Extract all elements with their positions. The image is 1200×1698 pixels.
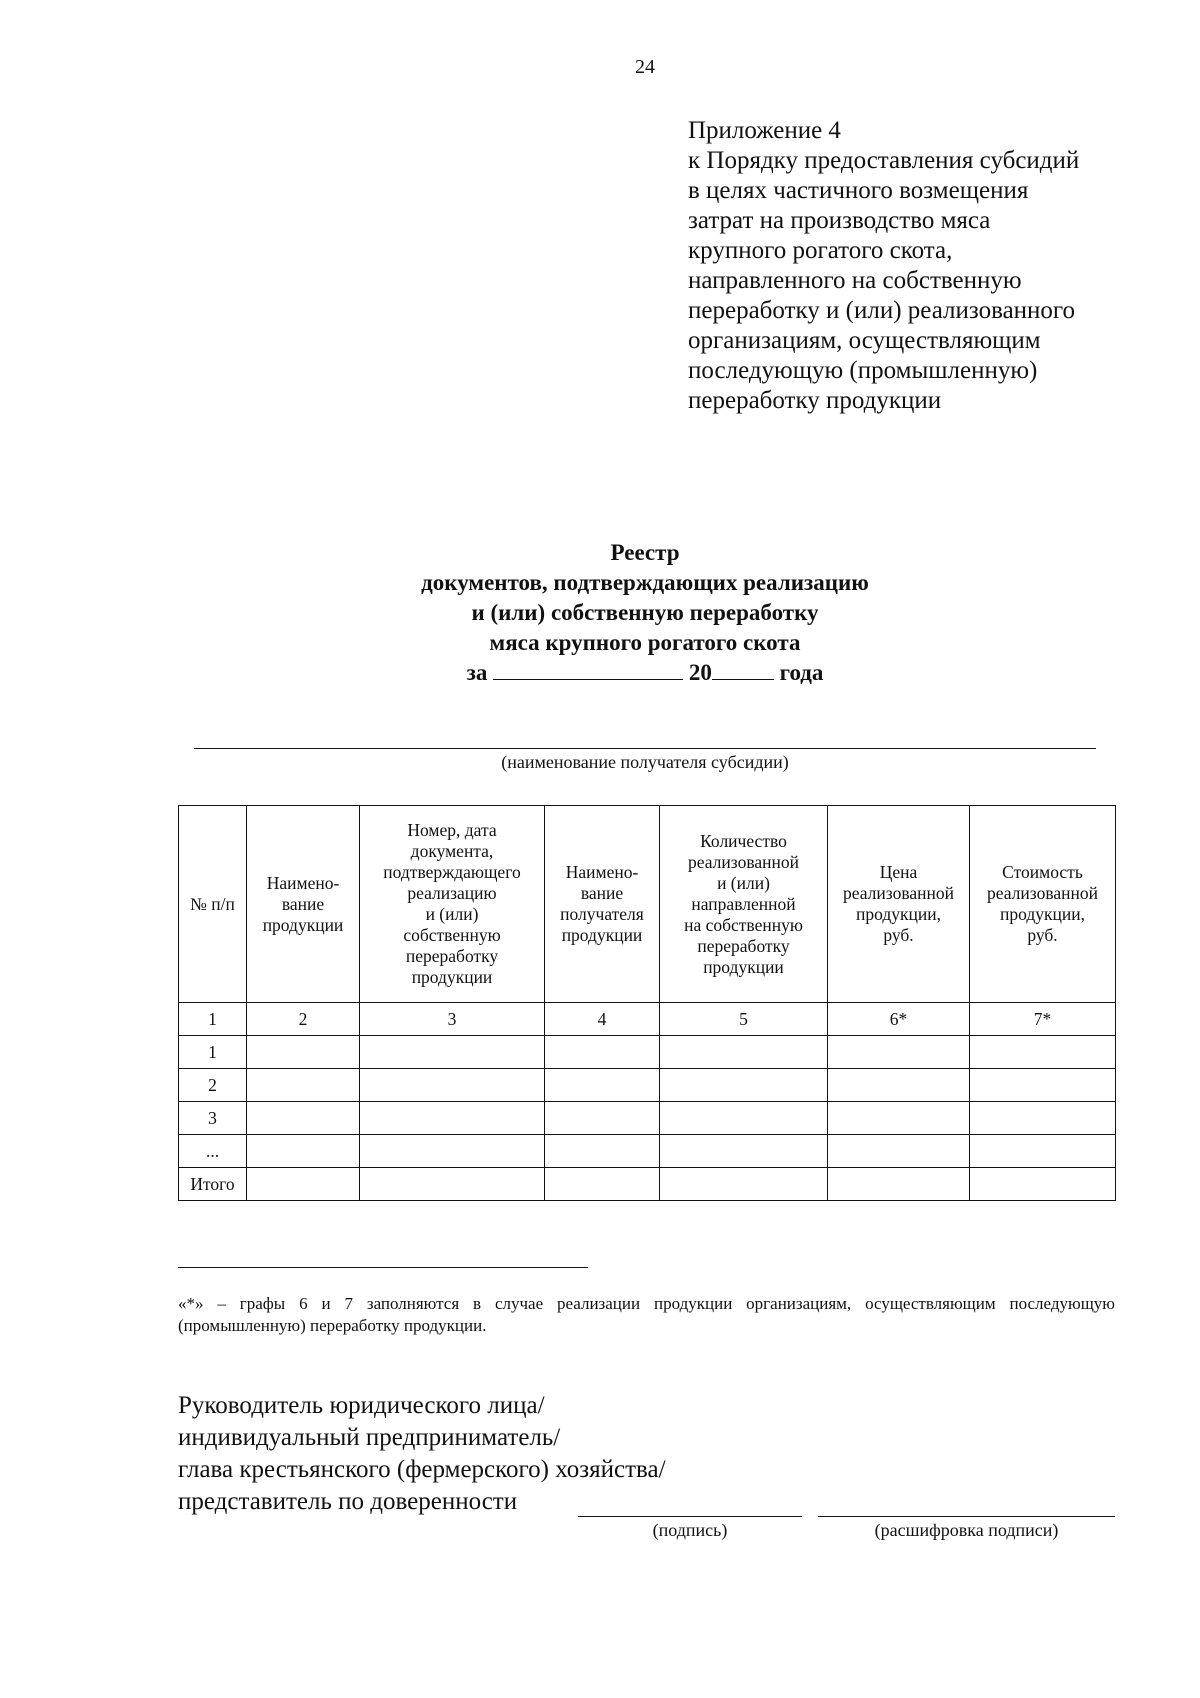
table-cell [545,1168,660,1201]
row-label: 2 [179,1069,247,1102]
title-year-prefix: 20 [688,660,712,685]
table-row [179,1036,1116,1069]
table-row [179,1135,1116,1168]
column-number: 3 [360,1003,545,1036]
signature-field-line [578,1516,802,1517]
name-caption: (расшифровка подписи) [874,1520,1059,1540]
header-cell: Номер, дата документа, подтверждающего реализацию и (или) собственную переработку продукции [360,806,545,1003]
title-line: мяса крупного рогатого скота [489,630,801,655]
signature-line: глава крестьянского (фермерского) хозяйства/ [178,1456,666,1483]
table-cell [545,1036,660,1069]
table-cell [545,1102,660,1135]
appendix-line: переработку продукции [688,387,942,414]
table-cell [970,1135,1116,1168]
table-cell [660,1168,828,1201]
period-blank [493,659,683,680]
appendix-line: к Порядку предоставления субсидий [688,147,1080,174]
appendix-line: направленного на собственную [688,267,1022,294]
column-number: 4 [545,1003,660,1036]
appendix-line: Приложение 4 [688,117,841,144]
table-cell [660,1135,828,1168]
signature-caption: (подпись) [652,1520,728,1540]
table-header-row [179,806,1116,1003]
table-cell [360,1102,545,1135]
table-cell [970,1102,1116,1135]
table-cell [970,1168,1116,1201]
column-number: 1 [179,1003,247,1036]
title-line: Реестр [610,540,680,565]
row-label: Итого [179,1168,247,1201]
title-line: документов, подтверждающих реализацию [421,570,869,595]
column-number: 2 [247,1003,360,1036]
table-cell [247,1069,360,1102]
row-label: ... [179,1135,247,1168]
appendix-line: крупного рогатого скота, [688,237,953,264]
table-cell [828,1069,970,1102]
table-cell [360,1168,545,1201]
page-number: 24 [635,56,655,78]
row-label: 1 [179,1036,247,1069]
table-cell [545,1069,660,1102]
title-period-prefix: за [466,660,488,685]
appendix-line: организациям, осуществляющим [688,327,1041,354]
header-cell: Количество реализованной и (или) направленной на собственную переработку продукции [660,806,828,1003]
name-field-line [818,1516,1115,1517]
header-cell: Цена реализованной продукции, руб. [828,806,970,1003]
footnote-rule [178,1267,588,1268]
header-cell: № п/п [179,806,247,1003]
table-cell [828,1036,970,1069]
signature-line: представитель по доверенности [178,1488,518,1515]
header-cell: Наимено- вание продукции [247,806,360,1003]
appendix-line: переработку и (или) реализованного [688,297,1076,324]
table-cell [828,1135,970,1168]
table-cell [828,1168,970,1201]
column-number: 5 [660,1003,828,1036]
registry-table [178,805,1116,1201]
recipient-caption: (наименование получателя субсидии) [501,752,789,772]
table-cell [828,1102,970,1135]
title-period-suffix: года [779,660,824,685]
column-number: 6* [828,1003,970,1036]
column-number-row [179,1003,1116,1036]
table-cell [660,1102,828,1135]
appendix-line: затрат на производство мяса [688,207,991,234]
table-cell [970,1036,1116,1069]
table-cell [247,1168,360,1201]
row-label: 3 [179,1102,247,1135]
header-cell: Стоимость реализованной продукции, руб. [970,806,1116,1003]
table-cell [360,1036,545,1069]
table-cell [970,1069,1116,1102]
header-cell: Наимено- вание получателя продукции [545,806,660,1003]
title-line: и (или) собственную переработку [471,600,819,625]
table-row [179,1069,1116,1102]
table-cell [660,1069,828,1102]
table-cell [660,1036,828,1069]
year-blank [712,659,774,680]
title-period-line [300,658,990,688]
appendix-note [688,116,1168,416]
appendix-line: в целях частичного возмещения [688,177,1029,204]
table-cell [360,1135,545,1168]
table-cell [247,1135,360,1168]
recipient-name-line [194,748,1096,749]
table-cell [360,1069,545,1102]
table-row [179,1102,1116,1135]
appendix-line: последующую (промышленную) [688,357,1038,384]
table-cell [247,1102,360,1135]
table-cell [247,1036,360,1069]
signature-line: индивидуальный предприниматель/ [178,1424,561,1451]
document-title [300,538,990,688]
table-cell [545,1135,660,1168]
table-total-row [179,1168,1116,1201]
footnote: «*» – графы 6 и 7 заполняются в случае реализации продукции организациям, осуществляющим последующую (промышленную) переработку продукции. [178,1294,1115,1335]
signature-block [178,1390,738,1518]
column-number: 7* [970,1003,1116,1036]
signature-line: Руководитель юридического лица/ [178,1392,545,1419]
